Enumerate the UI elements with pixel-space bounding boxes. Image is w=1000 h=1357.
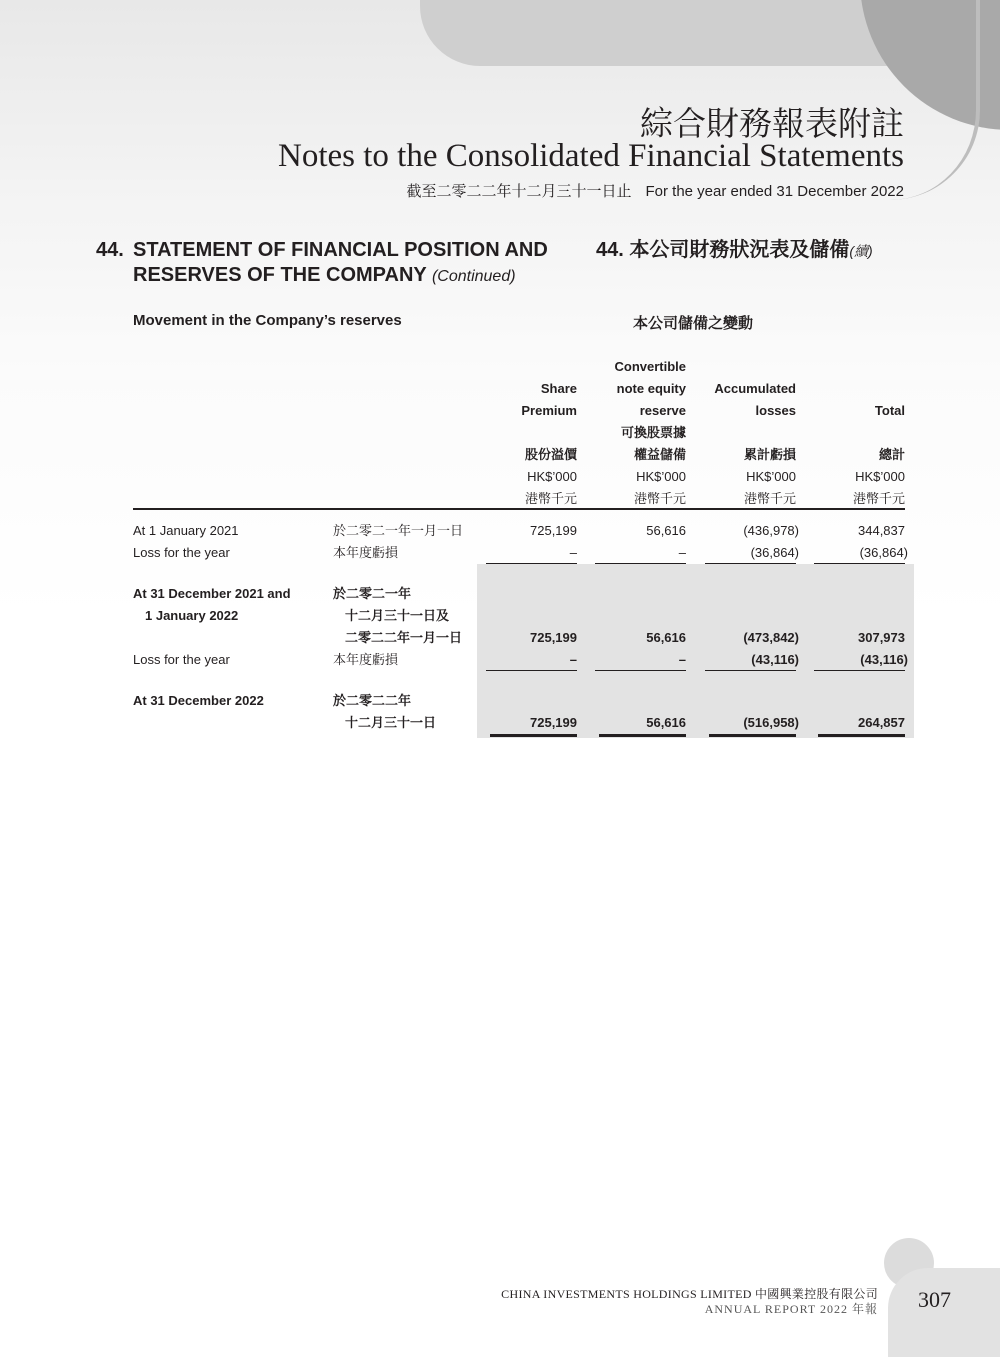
period-en: For the year ended 31 December 2022 (645, 183, 904, 200)
column-header-share-premium: Share Premium 股份溢價 HK$’000 港幣千元 (521, 381, 577, 506)
continued-label-zh: (續) (849, 243, 873, 259)
total-double-rule (599, 734, 686, 737)
section-title-en (96, 238, 586, 289)
section-title-zh (596, 238, 873, 264)
footer-company: CHINA INVESTMENTS HOLDINGS LIMITED 中國興業控股有限公司 (501, 1287, 878, 1301)
continued-label-en: (Continued) (431, 268, 516, 285)
column-header-total: Total 總計 HK$’000 港幣千元 (852, 403, 905, 506)
subtitle-en: Movement in the Company’s reserves (133, 312, 402, 329)
page-number: 307 (918, 1287, 951, 1312)
subtotal-rule (486, 563, 577, 564)
column-header-convertible-reserve: Convertible note equity reserve 可換股票據 權益儲備 HK$’000 港幣千元 (614, 359, 686, 506)
total-double-rule (490, 734, 577, 737)
subtotal-rule (814, 670, 905, 671)
subtotal-rule (705, 563, 796, 564)
subtotal-rule (486, 670, 577, 671)
period-zh: 截至二零二二年十二月三十一日止 (406, 183, 632, 200)
subtitle-zh: 本公司儲備之變動 (633, 315, 754, 332)
footer-report: ANNUAL REPORT 2022 年報 (704, 1302, 878, 1316)
page-title-zh: 綜合財務報表附註 (640, 104, 904, 143)
total-double-rule (709, 734, 796, 737)
page-title-en: Notes to the Consolidated Financial Statements (278, 138, 904, 174)
subtotal-rule (595, 563, 686, 564)
section-title-text: STATEMENT OF FINANCIAL POSITION AND RESERVES OF THE COMPANY (133, 239, 548, 286)
section-number: 44. (96, 239, 124, 261)
subtotal-rule (814, 563, 905, 564)
subtotal-rule (595, 670, 686, 671)
section-title-zh-text: 44. 本公司財務狀況表及儲備 (596, 239, 850, 261)
column-header-accumulated-losses: Accumulated losses 累計虧損 HK$’000 港幣千元 (714, 381, 796, 506)
total-double-rule (818, 734, 905, 737)
period-line (406, 180, 904, 201)
header-rule (133, 508, 905, 510)
subtotal-rule (705, 670, 796, 671)
